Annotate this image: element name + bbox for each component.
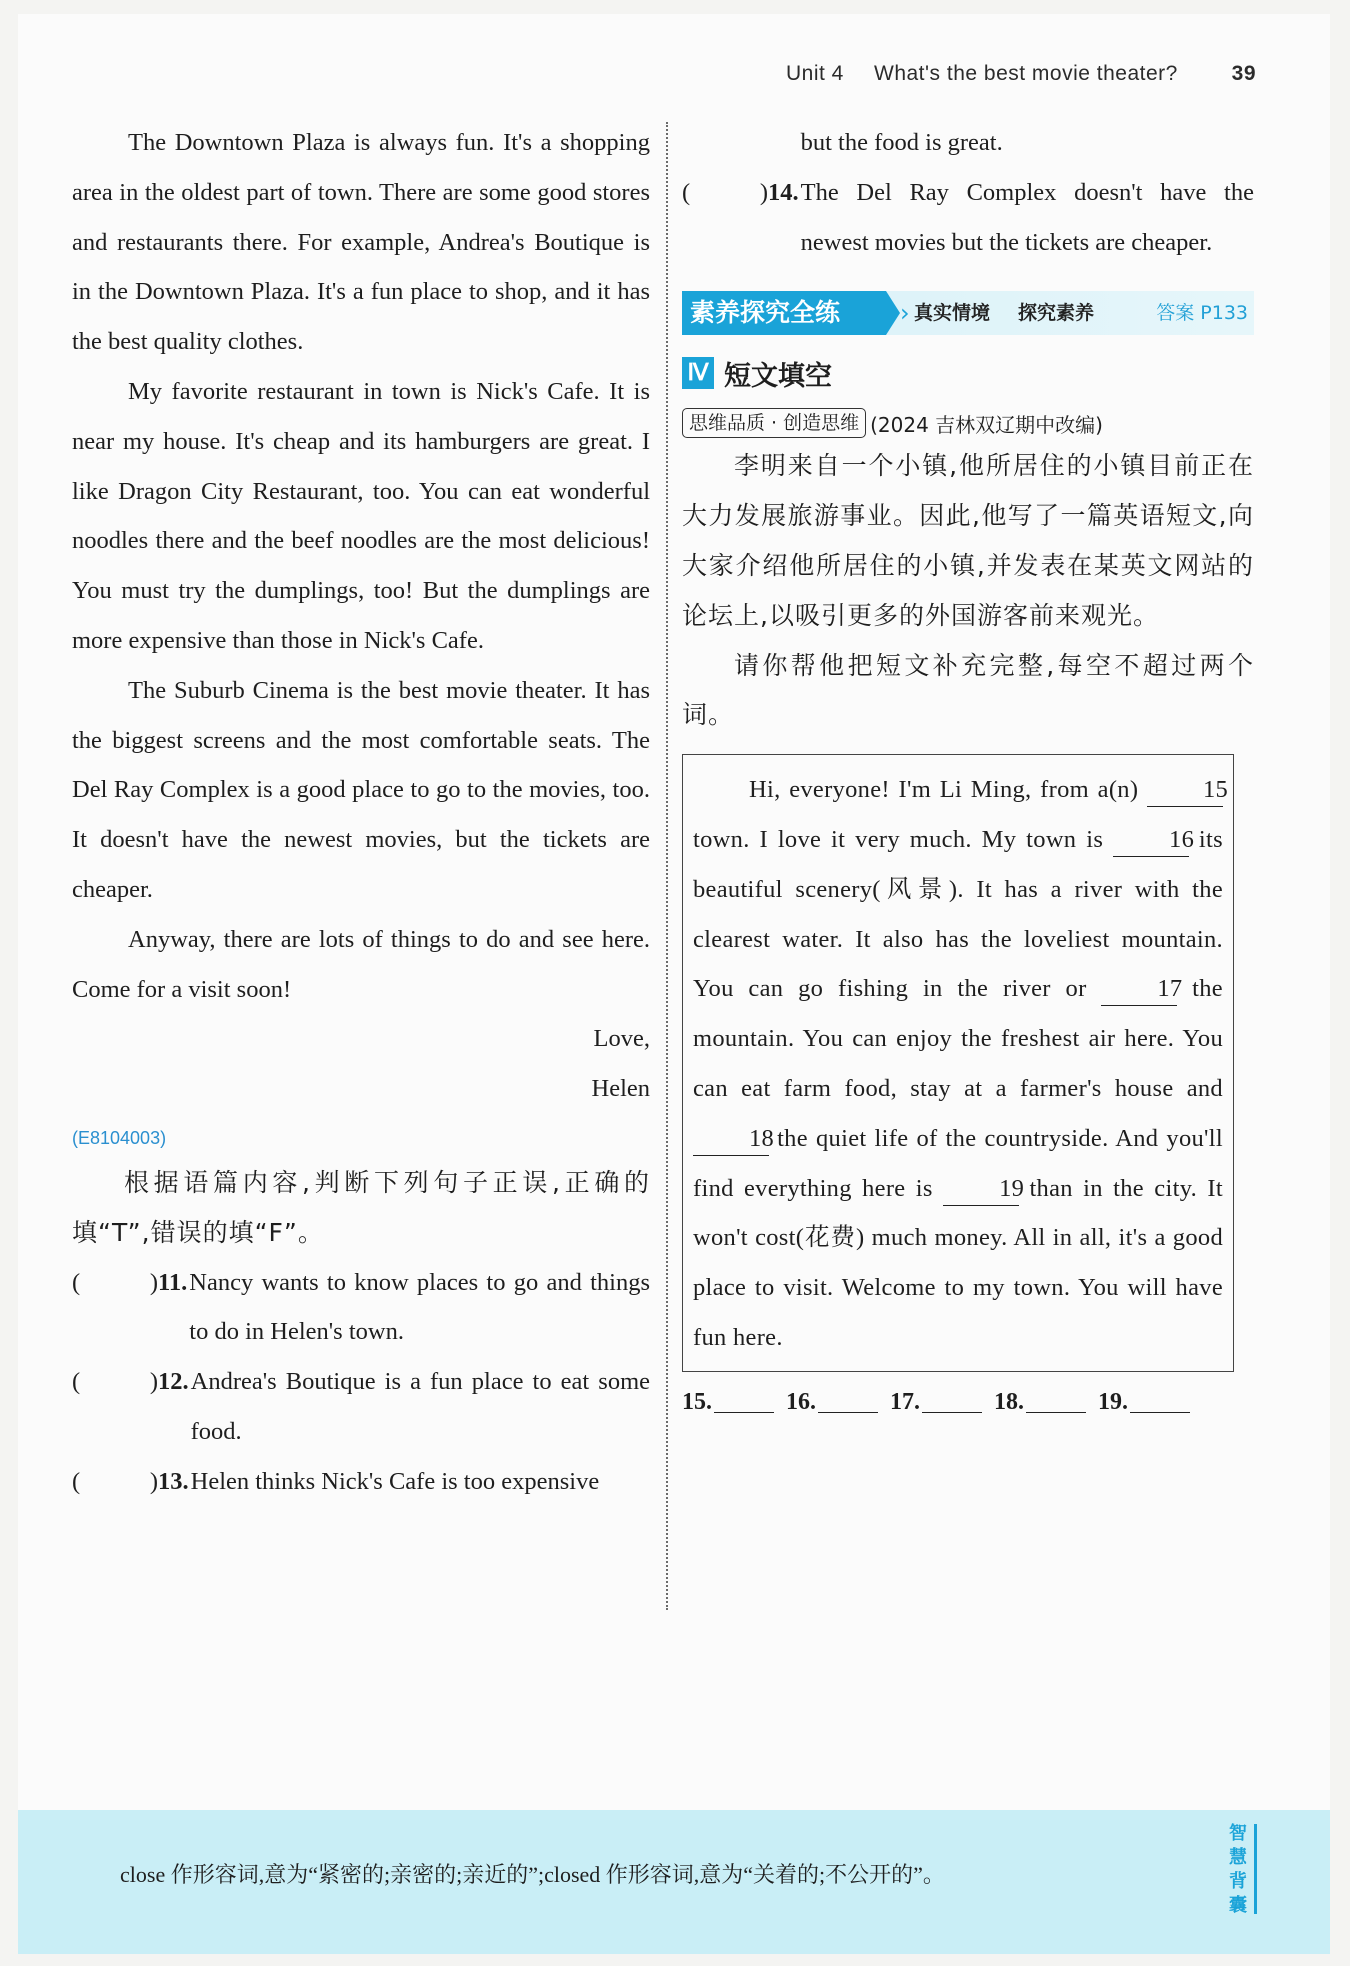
passage-paragraph-1: The Downtown Plaza is always fun. It's a shopping area in the oldest part of town. There are some good stores and restaurants there. For example, Andrea's Boutique is in the Downtown Plaza. It's a fun place to shop, and it has the best quality clothes. [72,129,650,356]
question-number: 14. [768,178,799,206]
section-keyword-1: 真实情境 [914,302,991,325]
task-instruction: 请你帮他把短文补充完整,每空不超过两个词。 [682,650,1254,730]
skill-badge: 思维品质 · 创造思维 [682,408,866,438]
question-number: 13. [158,1467,189,1495]
side-accent-line [1254,1824,1257,1914]
blank-17[interactable]: 17 [1101,973,1177,1006]
passage-paragraph-4: Anyway, there are lots of things to do and see here. Come for a visit soon! [72,925,650,1003]
source-note: (2024 吉林双辽期中改编) [870,412,1103,437]
answer-bracket[interactable]: ( ) [682,178,768,206]
side-char: 背 [1229,1871,1247,1892]
unit-label: Unit 4 [786,62,844,85]
passage-paragraph-3: The Suburb Cinema is the best movie theater. It has the biggest screens and the most comfortable seats. The Del Ray Complex is a good place to go to the movies, too. It doesn't have the newest movies, but the tickets are cheaper. [72,676,650,903]
passage-paragraph-2: My favorite restaurant in town is Nick's Cafe. It is near my house. It's cheap and its hamburgers are great. I like Dragon City Restaurant, too. You can eat wonderful noodles there and the beef noodles are the most delicious! You must try the dumplings, too! But the dumplings are more expensive than those in Nick's Cafe. [72,377,650,654]
question-text: but the food is great. [800,129,1003,156]
answer-bracket[interactable]: ( ) [72,1368,158,1396]
answer-16[interactable]: 16. [786,1382,878,1422]
signature-love: Love, [593,1025,650,1053]
exercise-heading [682,353,1254,393]
question-12 [72,1357,650,1457]
column-divider [666,122,668,1610]
roman-numeral-badge: Ⅳ [682,357,714,389]
blank-15[interactable]: 15 [1147,774,1223,807]
side-label [1224,1822,1252,1918]
item-code: (E8104003) [72,1127,167,1148]
side-char: 慧 [1229,1847,1247,1868]
right-column [682,118,1254,1422]
answer-17[interactable]: 17. [890,1382,982,1422]
question-number: 11. [158,1268,188,1296]
context-paragraph: 李明来自一个小镇,他所居住的小镇目前正在大力发展旅游事业。因此,他写了一篇英语短文,向大家介绍他所居住的小镇,并发表在某英文网站的论坛上,以吸引更多的外国游客前来观光。 [682,451,1254,630]
blank-16[interactable]: 16 [1113,824,1189,857]
exercise-title: 短文填空 [724,360,832,392]
answer-15[interactable]: 15. [682,1382,774,1422]
answer-bracket[interactable]: ( ) [72,1467,158,1495]
question-text: Nancy wants to know places to go and things to do in Helen's town. [189,1268,650,1346]
chevron-right-icon: › [900,299,910,328]
blank-18[interactable]: 18 [693,1123,769,1156]
banner-arrow-icon [886,291,900,335]
answer-lines [682,1382,1254,1422]
question-13-continued [682,118,1254,168]
section-tag: 素养探究全练 [682,291,886,335]
cloze-passage-box [682,754,1234,1372]
question-13 [72,1457,650,1507]
answer-19[interactable]: 19. [1098,1382,1190,1422]
cloze-passage: Hi, everyone! I'm Li Ming, from a(n) 15 town. I love it very much. My town is 16 its beautiful scenery(风景). It has a river with the clearest water. It also has the loveliest mountain. You can go fishing in the river or 17 the mountain. You can enjoy the freshest air here. You can eat farm food, stay at a farmer's house and 18 the quiet life of the countryside. And you'll find everything here is 19 than in the city. It won't cost(花费) much money. All in all, it's a good place to visit. Welcome to my town. You will have fun here. [693,776,1229,1351]
left-column [72,118,650,1507]
page-header [786,62,1256,94]
question-14 [682,168,1254,268]
unit-title: What's the best movie theater? [874,62,1178,85]
question-text: Helen thinks Nick's Cafe is too expensive [190,1467,600,1495]
section-banner [682,291,1254,335]
tf-instruction: 根据语篇内容,判断下列句子正误,正确的填“T”,错误的填“F”。 [72,1167,650,1247]
section-keyword-2: 探究素养 [1018,302,1095,325]
source-line [682,405,1254,441]
answer-bracket[interactable]: ( ) [72,1268,158,1296]
question-11 [72,1258,650,1358]
question-text: The Del Ray Complex doesn't have the newest movies but the tickets are cheaper. [800,178,1254,256]
blank-19[interactable]: 19 [943,1173,1019,1206]
page-number: 39 [1231,62,1256,85]
tip-footer [18,1810,1330,1954]
vocabulary-tip: close 作形容词,意为“紧密的;亲密的;亲近的”;closed 作形容词,意为“关着的;不公开的”。 [120,1862,945,1887]
signature-name: Helen [591,1075,650,1103]
answer-page-ref[interactable]: 答案 P133 [1156,302,1248,325]
question-number: 12. [158,1368,189,1396]
question-text: Andrea's Boutique is a fun place to eat some food. [190,1368,650,1445]
answer-18[interactable]: 18. [994,1382,1086,1422]
side-char: 囊 [1229,1895,1247,1916]
side-char: 智 [1229,1823,1247,1844]
